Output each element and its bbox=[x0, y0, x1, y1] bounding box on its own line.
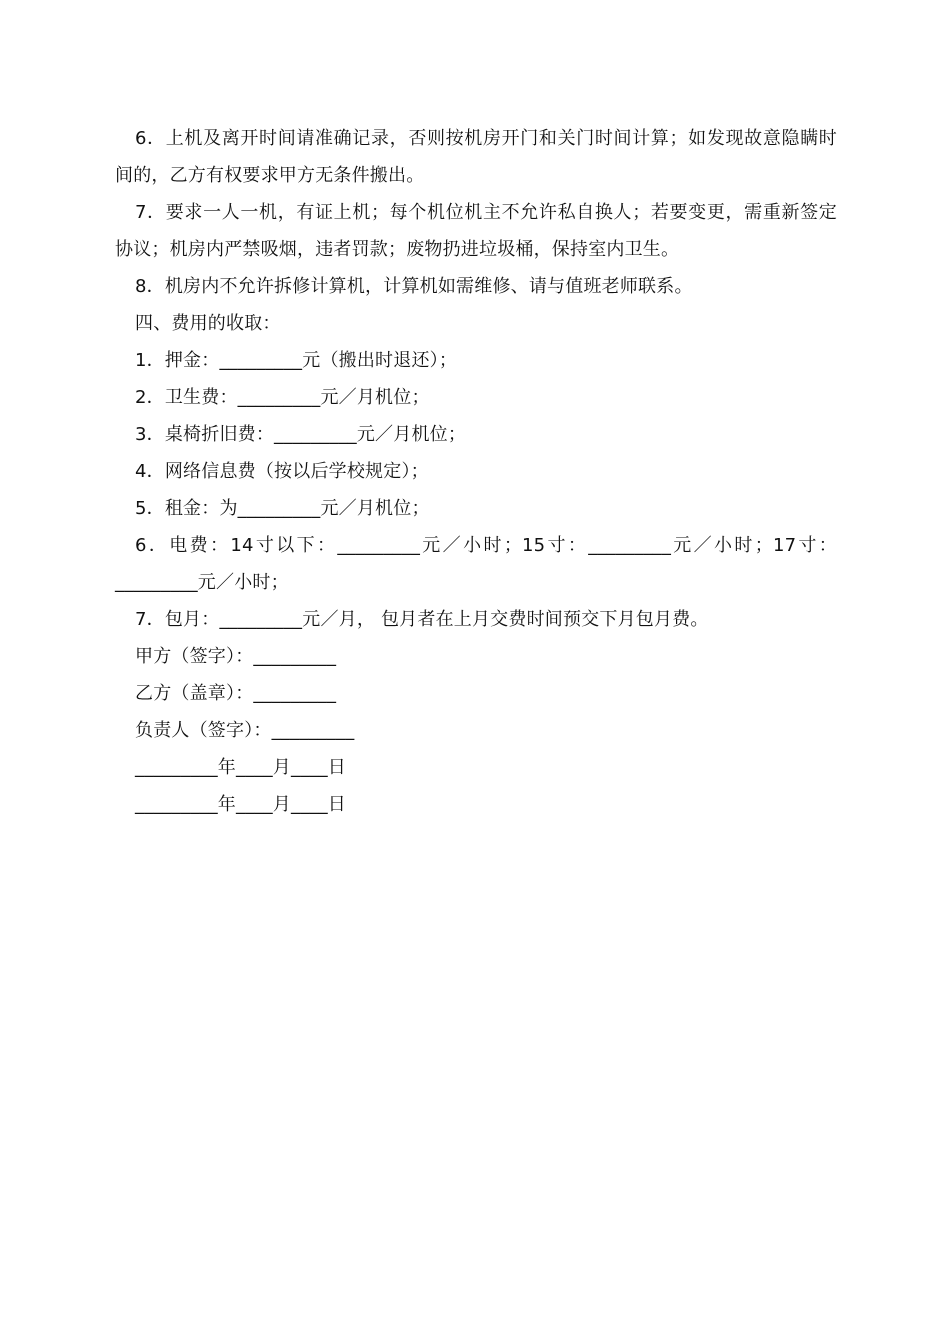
clause-6: 6．上机及离开时间请准确记录，否则按机房开门和关门时间计算；如发现故意隐瞒时间的，乙方有权要求甲方无条件搬出。 bbox=[115, 128, 837, 186]
fee-item-network: 4．网络信息费（按以后学校规定）； bbox=[135, 461, 429, 482]
signature-party-a: 甲方（签字）：_________ bbox=[135, 646, 337, 667]
clause-7: 7．要求一人一机，有证上机；每个机位机主不允许私自换人；若要变更，需重新签定协议；机房内严禁吸烟，违者罚款；废物扔进垃圾桶，保持室内卫生。 bbox=[115, 202, 837, 260]
fee-item-monthly: 7．包月：_________元／月， 包月者在上月交费时间预交下月包月费。 bbox=[135, 609, 709, 630]
date-line-1: _________年____月____日 bbox=[135, 757, 346, 778]
fee-item-rent: 5．租金：为_________元／月机位； bbox=[135, 498, 430, 519]
fee-item-sanitation: 2．卫生费：_________元／月机位； bbox=[135, 387, 430, 408]
signature-party-b: 乙方（盖章）：_________ bbox=[135, 683, 337, 704]
fee-item-deposit: 1．押金：_________元（搬出时退还）； bbox=[135, 350, 458, 371]
document-body bbox=[115, 120, 837, 823]
clause-8: 8．机房内不允许拆修计算机，计算机如需维修、请与值班老师联系。 bbox=[135, 276, 693, 297]
signature-responsible: 负责人（签字）：_________ bbox=[135, 720, 355, 741]
date-line-2: _________年____月____日 bbox=[135, 794, 346, 815]
fee-item-furniture: 3．桌椅折旧费：_________元／月机位； bbox=[135, 424, 467, 445]
fees-heading: 四、费用的收取： bbox=[135, 313, 281, 334]
fee-item-electricity: 6．电费：14寸以下：_________元／小时；15寸：_________元／小时；17寸：_________元／小时； bbox=[115, 535, 837, 593]
